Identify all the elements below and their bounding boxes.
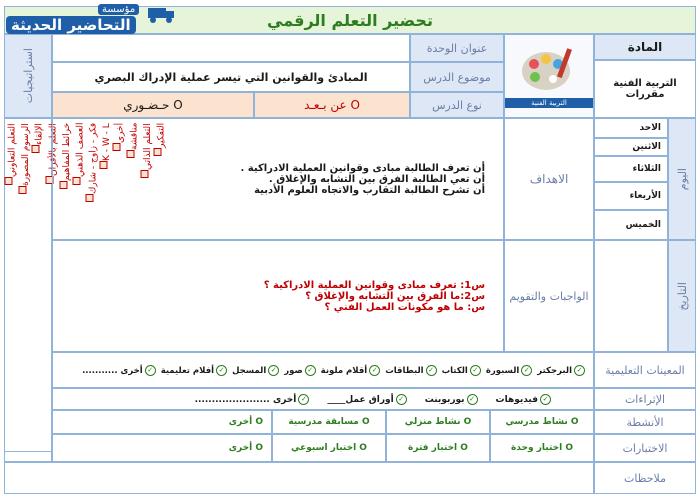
- type-present: حـضـوري O: [123, 98, 183, 112]
- aid-other[interactable]: ✓أخرى ...........: [82, 365, 158, 376]
- truck-icon: [146, 4, 176, 24]
- aid-item[interactable]: ✓أفلام تعليمية: [161, 365, 229, 376]
- type-present-cell[interactable]: [52, 92, 254, 118]
- test-cell[interactable]: اختبار وحدة O: [490, 434, 594, 462]
- lesson-label: موضوع الدرس: [423, 70, 491, 84]
- aid-item[interactable]: ✓أقلام ملونة: [321, 365, 383, 376]
- activity-cell[interactable]: أخرى O: [52, 410, 272, 434]
- strategy-item[interactable]: الرسوم المصورة: [19, 123, 33, 447]
- type-label: نوع الدرس: [432, 98, 482, 112]
- lesson-value-cell[interactable]: [52, 62, 410, 92]
- tests-label: الاختبارات: [622, 441, 668, 455]
- lesson-value: المبادئ والقوانين التي تيسر عملية الإدراك البصري: [94, 70, 368, 84]
- strategies-col-1: [5, 123, 46, 447]
- aids-content-cell: [52, 352, 594, 388]
- test-cell[interactable]: اختبار اسبوعي O: [272, 434, 386, 462]
- strategy-item[interactable]: العصف الذهني: [73, 123, 87, 447]
- day-row-wednesday[interactable]: [594, 182, 668, 210]
- strategy-item[interactable]: التعلم بالأقران: [46, 123, 60, 447]
- strategy-item[interactable]: K - W - L: [100, 123, 114, 447]
- day-name: الاثنين: [632, 142, 661, 152]
- strategy-item[interactable]: مناقشة: [127, 123, 141, 447]
- aid-item[interactable]: ✓السبورة: [486, 365, 534, 376]
- enrichment-item[interactable]: ✓فيديوهات: [496, 394, 553, 405]
- subject-value-line1: التربية الفنية: [613, 78, 677, 89]
- unit-label: عنوان الوحدة: [426, 41, 488, 55]
- day-row-sunday[interactable]: [594, 118, 668, 138]
- subject-label: المادة: [627, 40, 663, 54]
- lesson-label-cell: [410, 62, 504, 92]
- aid-item[interactable]: ✓البطاقات: [385, 365, 438, 376]
- homework-line: س1: تعرف مبادى وقوانين العملية الادراكية ؟: [263, 279, 485, 291]
- enrichment-other[interactable]: ✓أخرى ......................: [195, 394, 312, 405]
- type-remote-cell[interactable]: [254, 92, 410, 118]
- strategy-item[interactable]: التعلم التعاوني: [5, 123, 19, 447]
- test-cell[interactable]: أخرى O: [52, 434, 272, 462]
- brand-top: مؤسسة: [98, 4, 139, 15]
- subject-value-line2: مقررات: [625, 89, 665, 100]
- activity-cell[interactable]: نشاط منزلي O: [386, 410, 490, 434]
- palette-icon: [518, 44, 580, 94]
- day-row-monday[interactable]: [594, 138, 668, 156]
- enrichment-item[interactable]: ✓أوراق عمل____: [327, 394, 408, 405]
- notes-label-cell: [594, 462, 696, 494]
- date-label-cell: [668, 240, 696, 352]
- homework-line: س: ما هو مكونات العمل الفني ؟: [324, 301, 485, 313]
- strategy-item[interactable]: التفكير: [154, 123, 168, 447]
- enrichment-label-cell: [594, 388, 696, 410]
- left-bottom-cell: [4, 452, 52, 462]
- homework-content-cell: [52, 240, 504, 352]
- brand-logo: [6, 2, 176, 38]
- objective-line: أن تعرف الطالبة مبادى وقوانين العملية الادراكية .: [240, 162, 485, 174]
- day-name: الثلاثاء: [632, 164, 661, 174]
- tests-label-cell: [594, 434, 696, 462]
- subject-value-cell: [594, 60, 696, 118]
- day-label: اليوم: [675, 167, 689, 191]
- enrichment-item[interactable]: ✓بوربوينت: [425, 394, 480, 405]
- type-label-cell: [410, 92, 504, 118]
- aids-label-cell: [594, 352, 696, 388]
- unit-value-cell[interactable]: [52, 34, 410, 62]
- day-name: الاحد: [639, 123, 661, 133]
- aid-item[interactable]: ✓الكتاب: [442, 365, 483, 376]
- page-title: تحضير التعلم الرقمي: [267, 10, 433, 30]
- strategy-item[interactable]: التعلم الذاتي: [140, 123, 154, 447]
- test-cell[interactable]: اختبار فترة O: [386, 434, 490, 462]
- aid-item[interactable]: ✓صور: [284, 365, 317, 376]
- strategy-item[interactable]: خرائط المفاهيم: [59, 123, 73, 447]
- day-name: الخميس: [625, 220, 661, 230]
- objectives-label-cell: [504, 118, 594, 240]
- objective-line: أن تشرح الطالبة التقارب والاتجاه العلوم الأدبية: [254, 184, 485, 196]
- aid-item[interactable]: ✓المسجل: [232, 365, 281, 376]
- day-label-cell: [668, 118, 696, 240]
- homework-label-cell: [504, 240, 594, 352]
- activities-label-cell: [594, 410, 696, 434]
- enrichment-content-cell: [52, 388, 594, 410]
- brand-main: التحاضير الحديثة: [6, 16, 136, 34]
- activity-cell[interactable]: مسابقة مدرسية O: [272, 410, 386, 434]
- notes-label: ملاحظات: [624, 471, 666, 485]
- homework-label: الواجبات والتقويم: [509, 289, 589, 303]
- homework-line: س2:ما الفرق بين التشابه والإغلاق ؟: [305, 290, 485, 302]
- activity-cell[interactable]: نشاط مدرسي O: [490, 410, 594, 434]
- date-label: التاريخ: [675, 281, 689, 311]
- unit-label-cell: [410, 34, 504, 62]
- strategies-list-cell: [4, 118, 166, 452]
- notes-value-cell[interactable]: [4, 462, 594, 494]
- strategy-item[interactable]: فكر - زاوج - شارك: [86, 123, 100, 447]
- subject-image-caption: التربية الفنية: [505, 98, 593, 108]
- strategies-title: استراتيجيات: [21, 48, 35, 104]
- activities-label: الأنشطة: [626, 415, 664, 429]
- aids-label: المعينات التعليمية: [605, 363, 685, 377]
- day-row-tuesday[interactable]: [594, 156, 668, 182]
- subject-label-cell: [594, 34, 696, 60]
- day-name: الأربعاء: [629, 191, 661, 201]
- objective-line: أن تعي الطالبة الفرق بين التشابه والإغلاق .: [268, 173, 485, 185]
- strategies-title-cell: [4, 34, 52, 118]
- aid-item[interactable]: ✓البرجكتر: [537, 365, 587, 376]
- strategy-item[interactable]: الإلقاء: [32, 123, 46, 447]
- date-value-cell[interactable]: [594, 240, 668, 352]
- objectives-content-cell: [52, 118, 504, 240]
- type-remote: عن بـعـد O: [304, 98, 360, 112]
- day-row-thursday[interactable]: [594, 210, 668, 240]
- objectives-label: الاهداف: [529, 172, 569, 186]
- strategy-item[interactable]: أخرى: [113, 123, 127, 447]
- subject-image-cell: [504, 34, 594, 118]
- enrichment-label: الإثراءات: [624, 392, 666, 406]
